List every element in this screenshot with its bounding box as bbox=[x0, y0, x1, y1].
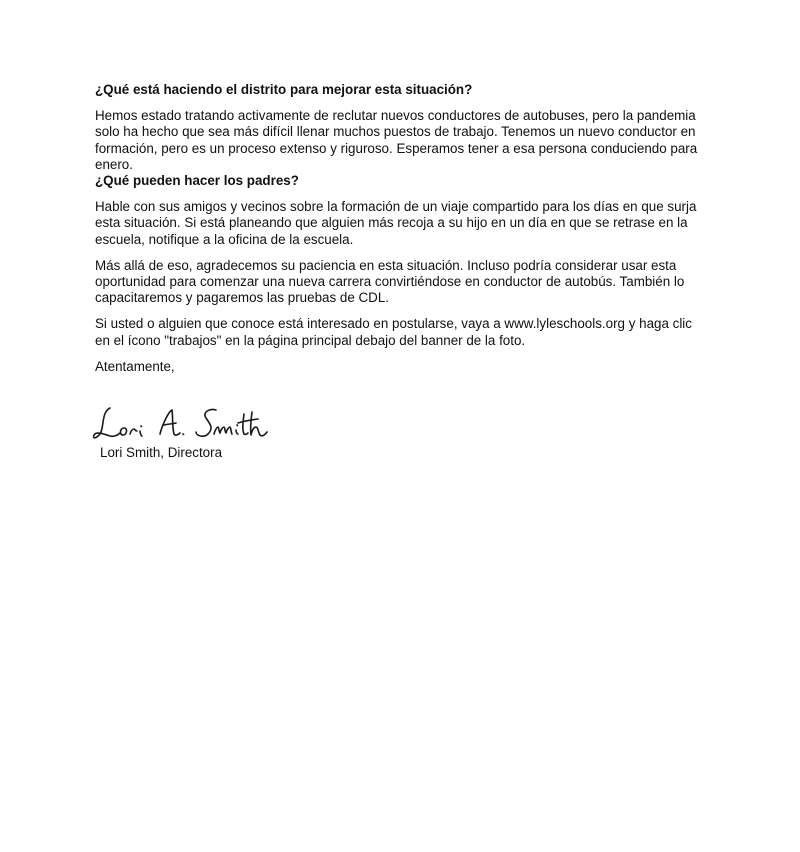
paragraph-apply: Si usted o alguien que conoce está interesado en postularse, vaya a www.lyleschools.org y haga clic en el ícono "trabajos" en la página principal debajo del banner de la foto. bbox=[95, 316, 692, 348]
paragraph-district-efforts: Hemos estado tratando activamente de reclutar nuevos conductores de autobuses, pero la pandemia solo ha hecho que sea más difícil llenar muchos puestos de trabajo. Tenemos un nuevo conductor en formación, pero es un proceso extenso y riguroso. Esperamos tener a esa persona conduciendo para enero. bbox=[95, 108, 698, 172]
section-heading-district: ¿Qué está haciendo el distrito para mejorar esta situación? bbox=[95, 82, 473, 97]
section-heading-parents: ¿Qué pueden hacer los padres? bbox=[95, 173, 299, 189]
paragraph-carpool: Hable con sus amigos y vecinos sobre la formación de un viaje compartido para los días en que surja esta situación. Si está planeando que alguien más recoja a su hijo en un día en que se retrase en la escuela, notifique a la oficina de la escuela. bbox=[95, 199, 697, 247]
signer-name: Lori Smith, Directora bbox=[100, 445, 223, 460]
letter-body bbox=[95, 82, 710, 375]
paragraph-patience: Más allá de eso, agradecemos su paciencia en esta situación. Incluso podría considerar usar esta oportunidad para comenzar una nueva carrera convirtiéndose en conductor de autobús. También lo capacitaremos y pagaremos las pruebas de CDL. bbox=[95, 257, 685, 306]
closing-salutation: Atentamente, bbox=[95, 358, 175, 374]
handwritten-signature bbox=[88, 398, 273, 448]
